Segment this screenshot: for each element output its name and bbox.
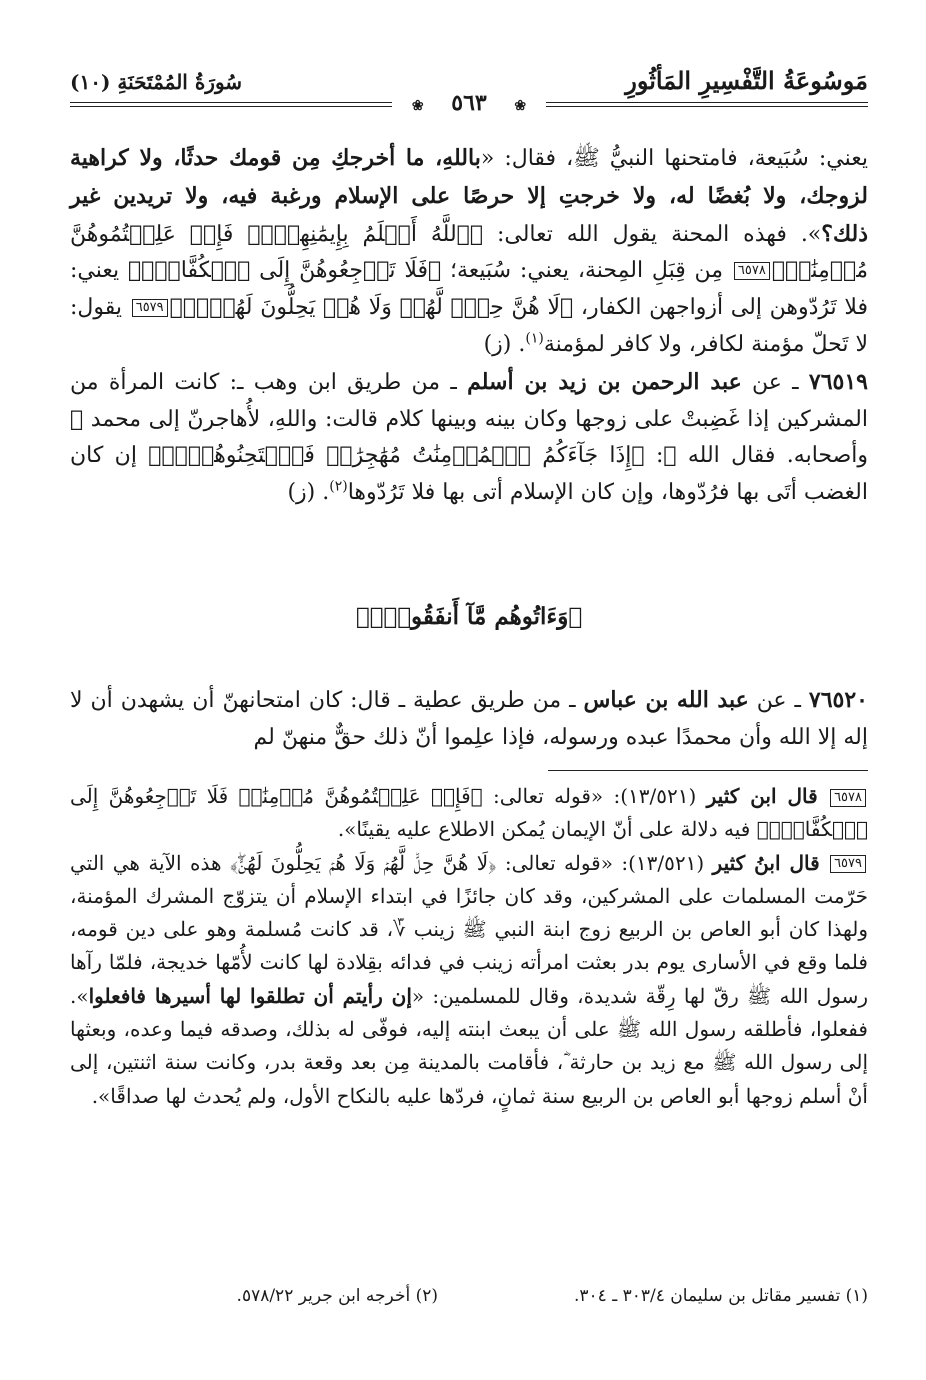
page-header [70, 62, 868, 116]
note-number-box: ٦٥٧٩ [830, 855, 866, 873]
note-number-box: ٦٥٧٨ [830, 789, 866, 807]
narration-number: ٧٦٥٢٠ [808, 687, 868, 713]
ornament-icon: ❀ [402, 98, 434, 114]
page-number: ٥٦٣ [441, 90, 496, 116]
narration-76520: ٧٦٥٢٠ ـ عن عبد الله بن عباس ـ من طريق عطية ـ قال: كان امتحانهنّ أن يشهدن أن لا إله إلا الله وأن محمدًا عبده ورسوله، فإذا علِموا أنّ ذلك حقٌّ منهنّ لم [70, 687, 868, 750]
narrator-name: عبد الرحمن بن زيد بن أسلم [467, 368, 742, 395]
footnote-2: (٢) أخرجه ابن جرير ٥٧٨/٢٢. [236, 1286, 438, 1306]
quran-verse: ﴿لَا هُنَّ حِلّٞ لَّهُمۡ وَلَا هُمۡ يَحِلُّونَ لَهُنَّۖ﴾ [169, 295, 574, 321]
book-title: مَوسُوعَةُ التَّفْسِيرِ المَأثُورِ [625, 66, 868, 95]
note-6579: ٦٥٧٩ قال ابنُ كثير (١٣/٥٢١): «قوله تعالى: ﴿لَا هُنَّ حِلّٞ لَّهُمۡ وَلَا هُمۡ يَحِلُّونَ لَهُنَّۖ﴾ هذه الآية هي التي حَرّمت المسلمات على المشركين، وقد كان جائزًا في ابتداء الإسلام أن يتزوّج المشرك المؤمنة، ولهذا كان أبو العاص بن الربيع زوج ابنة النبي ﷺ زينب ؆، قد كانت مُسلمة وهو على دين قومه، فلما وقع في الأسارى يوم بدر بعثت امرأته زينب في فدائه بقِلادة لها كانت لأُمّها خديجة، فلمّا رآها رسول الله ﷺ رقّ لها رِقّة شديدة، وقال للمسلمين: «إن رأيتم أن تطلقوا لها أسيرها فافعلوا». ففعلوا، فأطلقه رسول الله ﷺ على أن يبعث ابنته إليه، فوفّى له بذلك، وصدقه فيما وعده، وبعثها إلى رسول الله ﷺ مع زيد بن حارثة ؓ، فأقامت بالمدينة مِن بعد وقعة بدر، وكانت سنة اثنتين، إلى أنْ أسلم زوجها أبو العاص بن الربيع سنة ثمانٍ، فردّها عليه بالنكاح الأول، ولم يُحدث لها صداقًا». [70, 850, 869, 1108]
notes-separator [548, 770, 868, 771]
commentary-notes [70, 780, 868, 1113]
narrator-name: عبد الله بن عباس [583, 687, 749, 713]
hadith-quote: إن رأيتم أن تطلقوا لها أسيرها فافعلوا [88, 983, 412, 1008]
note-author: قال ابن كثير [706, 784, 818, 808]
quran-verse: ﴿فَإِنۡ عَلِمۡتُمُوهُنَّ مُؤۡمِنَٰتٖ فَلَا تَرۡجِعُوهُنَّ إِلَى ٱلۡكُفَّارِۖ﴾ [70, 784, 868, 842]
surah-title: سُورَةُ المُمْتَحَنَةِ (١٠) [70, 70, 243, 94]
note-6578: ٦٥٧٨ قال ابن كثير (١٣/٥٢١): «قوله تعالى: ﴿فَإِنۡ عَلِمۡتُمُوهُنَّ مُؤۡمِنَٰتٖ فَلَا تَرۡجِعُوهُنَّ إِلَى ٱلۡكُفَّارِۖ﴾ فيه دلالة على أنّ الإيمان يُمكن الاطلاع عليه يقينًا». [70, 784, 868, 842]
ornament-icon: ❀ [504, 98, 536, 114]
narration-number: ٧٦٥١٩ [808, 368, 868, 395]
main-text-continued [70, 660, 868, 779]
footnote-1: (١) تفسير مقاتل بن سليمان ٣٠٣/٤ ـ ٣٠٤. [574, 1286, 868, 1306]
verse-heading: ﴿وَءَاتُوهُم مَّآ أَنفَقُواْۚ﴾ [355, 603, 583, 630]
quote-bold: باللهِ، ما أخرجكِ مِن قومك حدثًا، ولا كراهية لزوجك، ولا بُغضًا له، ولا خرجتِ إلا حرصًا على الإسلام ورغبة فيه، ولا تريدين غير ذلك؟ [70, 145, 868, 247]
quran-verse: ﴿فَلَا تَرۡجِعُوهُنَّ إِلَى ٱلۡكُفَّارِۖ﴾ [127, 258, 442, 284]
footnotes [70, 1286, 868, 1318]
note-ref-box[interactable]: ٦٥٧٨ [734, 262, 770, 280]
paragraph-sabia: يعني: سُبَيعة، فامتحنها النبيُّ ﷺ، فقال: «باللهِ، ما أخرجكِ مِن قومك حدثًا، ولا كراهية لزوجك، ولا بُغضًا له، ولا خرجتِ إلا حرصًا على الإسلام ورغبة فيه، ولا تريدين غير ذلك؟». فهذه المحنة يقول الله تعالى: ﴿ٱللَّهُ أَعۡلَمُ بِإِيمَٰنِهِنَّۖ فَإِنۡ عَلِمۡتُمُوهُنَّ مُؤۡمِنَٰتٖ﴾٦٥٧٨ مِن قِبَلِ المِحنة، يعني: سُبَيعة؛ ﴿فَلَا تَرۡجِعُوهُنَّ إِلَى ٱلۡكُفَّارِۖ﴾ يعني: فلا تَرُدّوهن إلى أزواجهن الكفار، ﴿لَا هُنَّ حِلّٞ لَّهُمۡ وَلَا هُمۡ يَحِلُّونَ لَهُنَّۖ﴾٦٥٧٩ يقول: لا تَحلّ مؤمنة لكافر، ولا كافر لمؤمنة$^{(١)}$. (ز) [70, 145, 869, 357]
footnote-ref[interactable]: (٢) [329, 478, 348, 495]
note-ref-box[interactable]: ٦٥٧٩ [132, 299, 168, 317]
quran-verse: ﴿ٱللَّهُ أَعۡلَمُ بِإِيمَٰنِهِنَّۖ فَإِنۡ عَلِمۡتُمُوهُنَّ مُؤۡمِنَٰتٖ﴾ [70, 221, 869, 284]
footnote-ref[interactable]: (١) [525, 330, 544, 347]
narration-76519: ٧٦٥١٩ ـ عن عبد الرحمن بن زيد بن أسلم ـ من طريق ابن وهب ـ: كانت المرأة من المشركين إذا غَضِبتْ على زوجها وكان بينه وبينها كلام قالت: واللهِ، لأُهاجرنّ إلى محمد ﷺ وأصحابه. فقال الله ﷻ: ﴿إِذَا جَآءَكُمُ ٱلۡمُؤۡمِنَٰتُ مُهَٰجِرَٰتٖ فَٱمۡتَحِنُوهُنَّۖ﴾ إن كان الغضب أتَى بها فرُدّوها، وإن كان الإسلام أتى بها فلا تَرُدّوها$^{(٢)}$. (ز) [70, 368, 869, 506]
note-author: قال ابنُ كثير [712, 850, 820, 875]
quran-verse: ﴿إِذَا جَآءَكُمُ ٱلۡمُؤۡمِنَٰتُ مُهَٰجِرَٰتٖ فَٱمۡتَحِنُوهُنَّۖ﴾ [148, 443, 645, 469]
quran-verse: ﴿لَا هُنَّ حِلّٞ لَّهُمۡ وَلَا هُمۡ يَحِلُّونَ لَهُنَّۖ﴾ [229, 850, 497, 875]
page-number-block [70, 90, 868, 116]
main-text [70, 140, 868, 512]
